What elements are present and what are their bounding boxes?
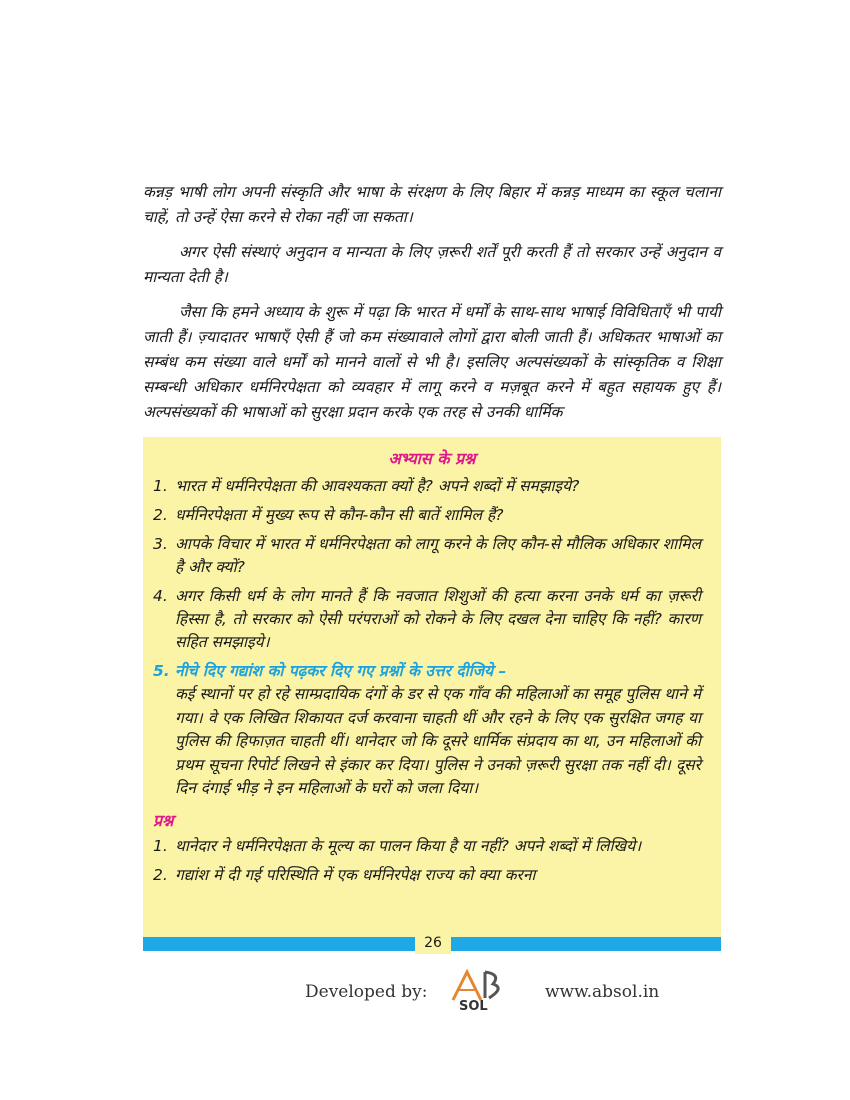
paragraph-1: कन्नड़ भाषी लोग अपनी संस्कृति और भाषा के संरक्षण के लिए बिहार में कन्नड़ माध्यम का स्कूल चलाना चाहें, तो उन्हें ऐसा करने से रोका नहीं जा सकता। [143, 183, 721, 226]
sub-question-list [143, 835, 721, 887]
sub-heading: प्रश्न [153, 810, 174, 830]
question-list [143, 475, 721, 654]
question-item [153, 504, 701, 527]
question-number: 4. [153, 587, 168, 605]
paragraph-3: जैसा कि हमने अध्याय के शुरू में पढ़ा कि भारत में धर्मों के साथ-साथ भाषाई विविधिताएँ भी पायी जाती हैं। ज़्यादातर भाषाएँ ऐसी हैं जो कम संख्यावाले लोगों द्वारा बोली जाती हैं। अधिकतर भाषाओं का सम्बंध कम संख्या वाले धर्मों को मानने वालों से भी है। इसलिए अल्पसंख्यकों के सांस्कृतिक व शिक्षा सम्बन्धी अधिकार धर्मनिरपेक्षता को व्यवहार में लागू करने व मज़बूत करने में बहुत सहायक हुए हैं। अल्पसंख्यकों की भाषाओं को सुरक्षा प्रदान करके एक तरह से उनकी धार्मिक [143, 303, 721, 421]
question-item [153, 475, 701, 498]
question-number: 2. [153, 865, 168, 884]
sub-question-item [153, 835, 701, 858]
developed-by-label: Developed by: [305, 982, 428, 1002]
question-item [153, 533, 701, 579]
question-text: अगर किसी धर्म के लोग मानते हैं कि नवजात शिशुओं की हत्या करना उनके धर्म का ज़रूरी हिस्सा है, तो सरकार को ऐसी परंपराओं को रोकने के लिए दखल देना चाहिए कि नहीं? कारण सहित समझाइये। [175, 587, 701, 651]
absol-logo-icon [445, 968, 525, 1012]
paragraph-2: अगर ऐसी संस्थाएं अनुदान व मान्यता के लिए ज़रूरी शर्तें पूरी करती हैं तो सरकार उन्हें अनुदान व मान्यता देती है। [143, 243, 721, 286]
question-5-heading [143, 660, 721, 683]
question-item [153, 585, 701, 654]
svg-text:SOL: SOL [459, 999, 488, 1012]
website-label: www.absol.in [545, 982, 660, 1002]
question-number: 3. [153, 535, 168, 553]
page-number: 26 [415, 932, 451, 954]
exercise-heading: अभ्यास के प्रश्न [388, 449, 476, 468]
question-number: 1. [153, 836, 168, 855]
question-number: 2. [153, 506, 168, 524]
question-text: थानेदार ने धर्मनिरपेक्षता के मूल्य का पालन किया है या नहीं? अपने शब्दों में लिखिये। [175, 836, 642, 855]
question-number: 5. [153, 662, 170, 680]
footer [305, 968, 725, 1018]
question-5-text: नीचे दिए गद्यांश को पढ़कर दिए गए प्रश्नों के उत्तर दीजिये – [175, 662, 507, 680]
question-text: गद्यांश में दी गई परिस्थिति में एक धर्मनिरपेक्ष राज्य को क्या करना [175, 865, 536, 884]
question-text: धर्मनिरपेक्षता में मुख्य रूप से कौन-कौन सी बातें शामिल हैं? [175, 506, 504, 524]
question-text: भारत में धर्मनिरपेक्षता की आवश्यकता क्यों है? अपने शब्दों में समझाइये? [175, 477, 580, 495]
question-number: 1. [153, 477, 168, 495]
sub-question-item [153, 864, 701, 887]
body-text [143, 180, 721, 435]
question-text: आपके विचार में भारत में धर्मनिरपेक्षता को लागू करने के लिए कौन-से मौलिक अधिकार शामिल है और क्यों? [175, 535, 701, 576]
passage-text: कई स्थानों पर हो रहे साम्प्रदायिक दंगों के डर से एक गाँव की महिलाओं का समूह पुलिस थाने में गया। वे एक लिखित शिकायत दर्ज करवाना चाहती थीं और रहने के लिए एक सुरक्षित जगह या पुलिस की हिफाज़त चाहती थीं। थानेदार जो कि दूसरे धार्मिक संप्रदाय का था, उन महिलाओं की प्रथम सूचना रिपोर्ट लिखने से इंकार कर दिया। पुलिस ने उनको ज़रूरी सुरक्षा तक नहीं दी। दूसरे दिन दंगाई भीड़ ने इन महिलाओं के घरों को जला दिया। [175, 685, 701, 797]
exercise-box [143, 437, 721, 937]
